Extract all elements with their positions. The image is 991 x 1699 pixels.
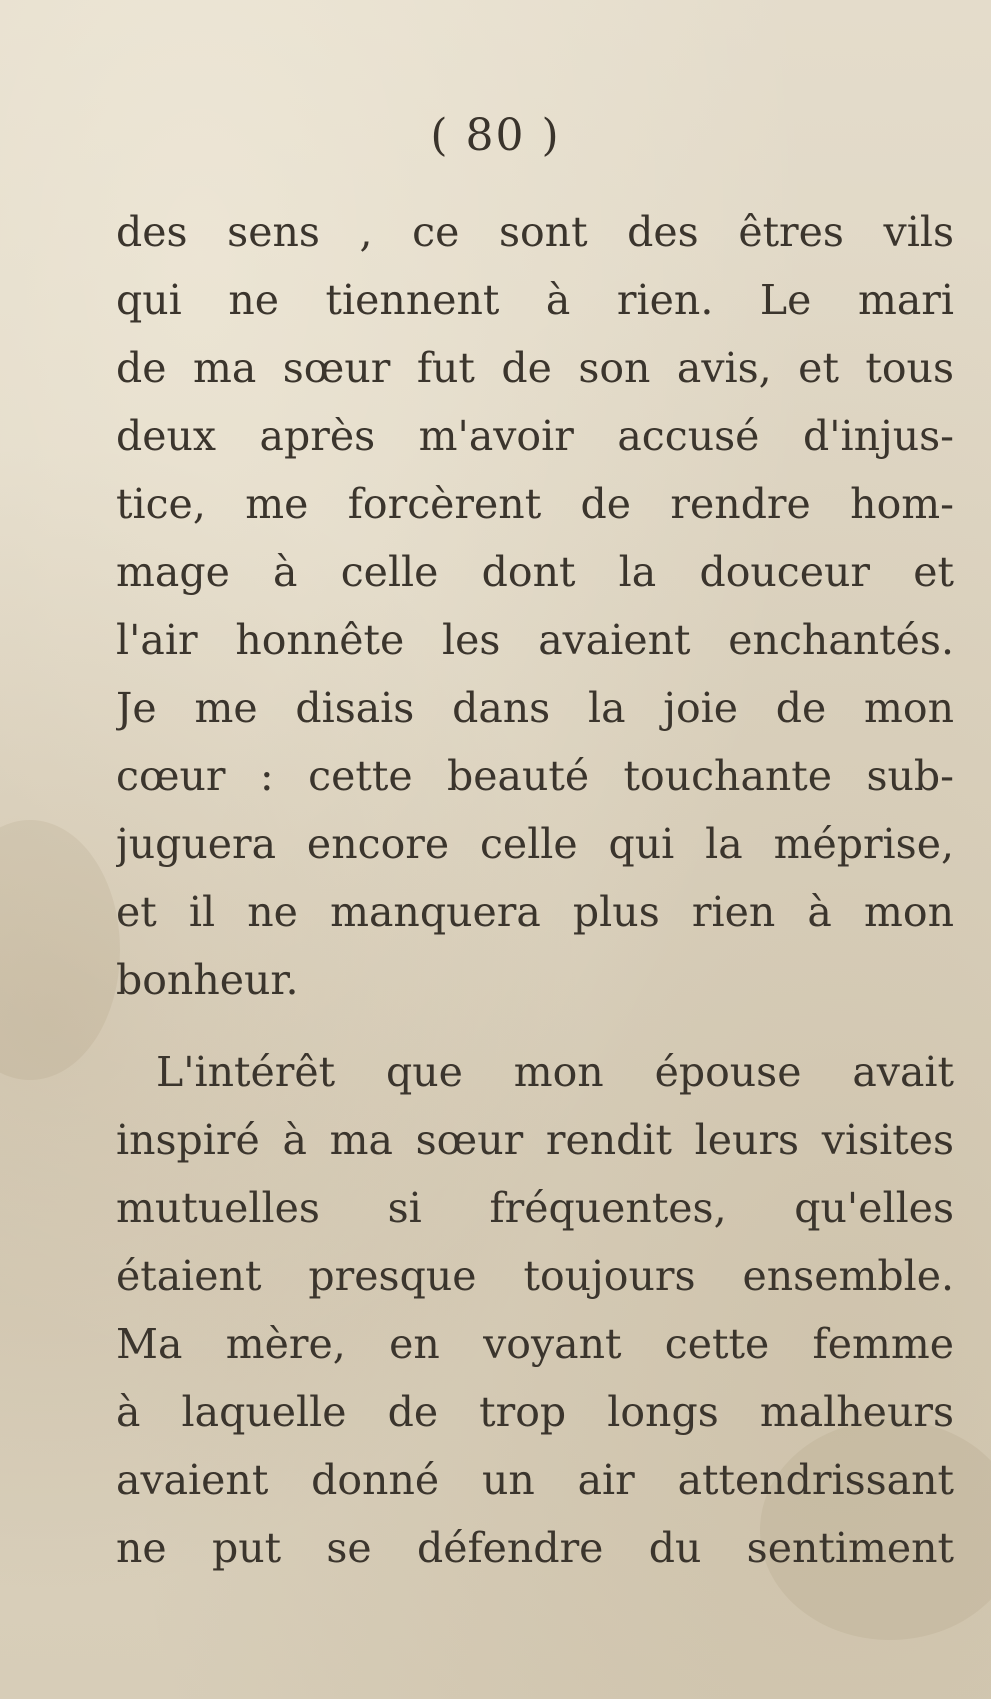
paragraph-gap bbox=[116, 1014, 954, 1038]
text-line: de ma sœur fut de son avis, et tous bbox=[116, 344, 954, 392]
text-line: l'air honnête les avaient enchantés. bbox=[116, 616, 954, 664]
text-line: L'intérêt que mon épouse avait bbox=[156, 1048, 954, 1096]
page-number: ( 80 ) bbox=[430, 110, 561, 161]
text-line: mage à celle dont la douceur et bbox=[116, 548, 954, 596]
text-line: Ma mère, en voyant cette femme bbox=[116, 1320, 954, 1368]
text-line: bonheur. bbox=[116, 956, 299, 1004]
text-line: ne put se défendre du sentiment bbox=[116, 1524, 954, 1572]
text-line: mutuelles si fréquentes, qu'elles bbox=[116, 1184, 954, 1232]
text-line: qui ne tiennent à rien. Le mari bbox=[116, 276, 954, 324]
text-line: étaient presque toujours ensemble. bbox=[116, 1252, 954, 1300]
paper-stain bbox=[0, 820, 120, 1080]
text-line: Je me disais dans la joie de mon bbox=[116, 684, 954, 732]
text-line: inspiré à ma sœur rendit leurs visites bbox=[116, 1116, 954, 1164]
text-line: deux après m'avoir accusé d'injus- bbox=[116, 412, 954, 460]
text-line: avaient donné un air attendrissant bbox=[116, 1456, 954, 1504]
text-line: et il ne manquera plus rien à mon bbox=[116, 888, 954, 936]
text-line: à laquelle de trop longs malheurs bbox=[116, 1388, 954, 1436]
text-line: des sens , ce sont des êtres vils bbox=[116, 208, 954, 256]
text-line: tice, me forcèrent de rendre hom- bbox=[116, 480, 954, 528]
text-line: cœur : cette beauté touchante sub- bbox=[116, 752, 954, 800]
body-text bbox=[116, 198, 954, 1582]
text-line: juguera encore celle qui la méprise, bbox=[116, 820, 954, 868]
